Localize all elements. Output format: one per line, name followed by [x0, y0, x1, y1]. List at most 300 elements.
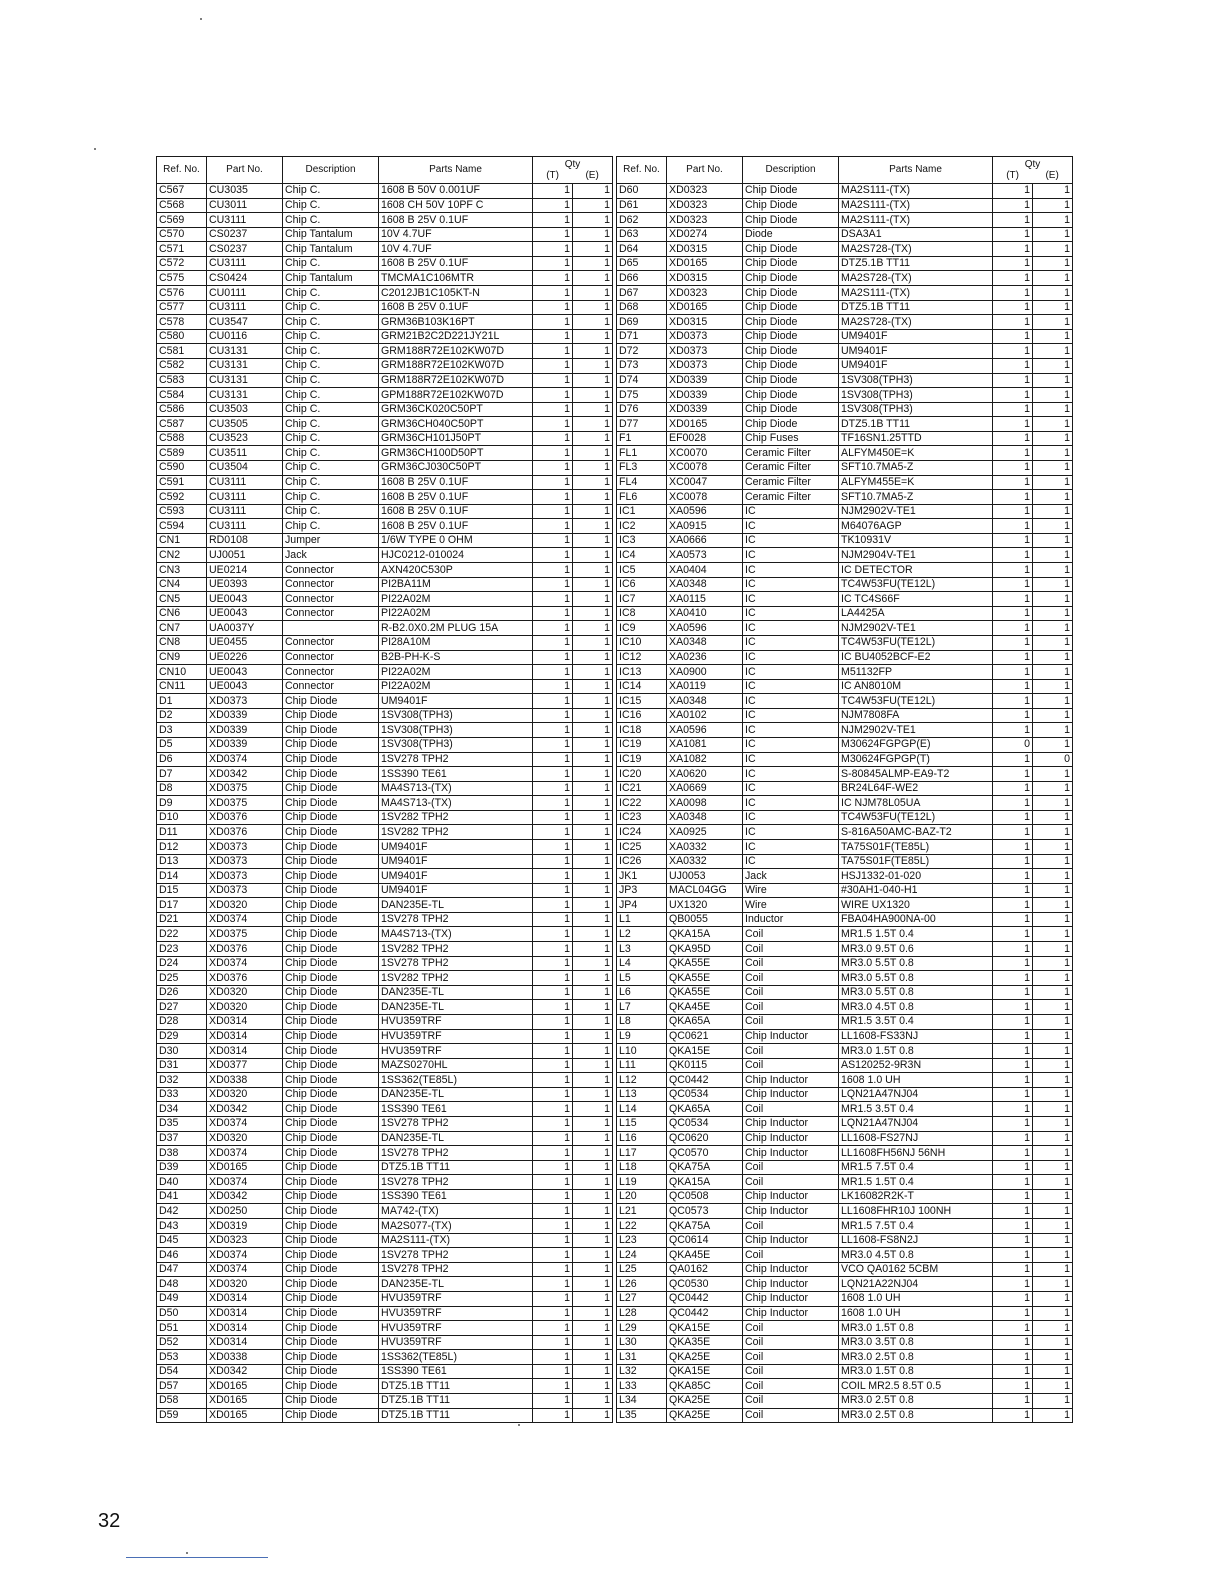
- table-row: [157, 577, 613, 592]
- qty-t-cell: 1: [533, 1175, 573, 1190]
- description-cell: IC: [743, 723, 839, 738]
- description-cell: Chip C.: [283, 475, 379, 490]
- part-no-cell: XA0596: [667, 621, 743, 636]
- ref-no-cell: CN11: [157, 679, 207, 694]
- qty-t-cell: 1: [993, 1306, 1033, 1321]
- table-row: [157, 1379, 613, 1394]
- part-no-cell: CU3111: [207, 475, 283, 490]
- qty-e-cell: 1: [1033, 708, 1073, 723]
- description-cell: Coil: [743, 1364, 839, 1379]
- part-no-cell: QC0570: [667, 1146, 743, 1161]
- ref-no-cell: CN6: [157, 606, 207, 621]
- qty-e-cell: 1: [1033, 388, 1073, 403]
- qty-e-cell: 1: [573, 1248, 613, 1263]
- qty-e-cell: 1: [573, 1102, 613, 1117]
- part-no-cell: XD0165: [207, 1379, 283, 1394]
- part-no-cell: QKA65A: [667, 1014, 743, 1029]
- ref-no-cell: IC7: [617, 592, 667, 607]
- description-cell: Chip Inductor: [743, 1291, 839, 1306]
- description-cell: Connector: [283, 665, 379, 680]
- description-cell: Chip C.: [283, 198, 379, 213]
- ref-no-cell: D57: [157, 1379, 207, 1394]
- description-cell: Chip Diode: [283, 840, 379, 855]
- qty-t-cell: 1: [533, 533, 573, 548]
- qty-t-cell: 1: [533, 723, 573, 738]
- qty-t-cell: 1: [993, 1029, 1033, 1044]
- description-cell: Chip Diode: [283, 1087, 379, 1102]
- qty-e-cell: 1: [1033, 286, 1073, 301]
- qty-e-cell: 1: [1033, 971, 1073, 986]
- table-row: [157, 840, 613, 855]
- table-row: [617, 635, 1073, 650]
- ref-no-cell: JP4: [617, 898, 667, 913]
- table-row: [157, 315, 613, 330]
- qty-e-cell: 1: [573, 1335, 613, 1350]
- qty-t-cell: 1: [533, 781, 573, 796]
- qty-e-cell: 1: [1033, 912, 1073, 927]
- parts-name-cell: PI22A02M: [379, 679, 533, 694]
- qty-t-cell: 1: [993, 1321, 1033, 1336]
- part-no-cell: XD0250: [207, 1204, 283, 1219]
- table-row: [157, 1393, 613, 1408]
- qty-t-cell: 1: [993, 198, 1033, 213]
- ref-no-cell: D32: [157, 1073, 207, 1088]
- description-header: Description: [743, 157, 839, 184]
- part-no-cell: XA0102: [667, 708, 743, 723]
- table-row: [157, 1277, 613, 1292]
- parts-name-cell: SFT10.7MA5-Z: [839, 460, 993, 475]
- description-cell: Chip Diode: [743, 300, 839, 315]
- parts-name-cell: 1SS362(TE85L): [379, 1073, 533, 1088]
- scan-speck: [94, 148, 96, 150]
- qty-t-cell: 1: [533, 1306, 573, 1321]
- parts-name-cell: DAN235E-TL: [379, 898, 533, 913]
- qty-t-cell: 1: [533, 708, 573, 723]
- parts-name-cell: MR3.0 1.5T 0.8: [839, 1321, 993, 1336]
- parts-name-cell: IC BU4052BCF-E2: [839, 650, 993, 665]
- table-row: [157, 1000, 613, 1015]
- qty-t-cell: 1: [993, 184, 1033, 199]
- table-row: [157, 1291, 613, 1306]
- ref-no-cell: CN4: [157, 577, 207, 592]
- description-header: Description: [283, 157, 379, 184]
- qty-t-cell: 1: [533, 665, 573, 680]
- ref-no-cell: L15: [617, 1117, 667, 1132]
- description-cell: Chip Inductor: [743, 1131, 839, 1146]
- ref-no-cell: D53: [157, 1350, 207, 1365]
- part-no-cell: XD0373: [207, 854, 283, 869]
- parts-name-cell: COIL MR2.5 8.5T 0.5: [839, 1379, 993, 1394]
- parts-name-cell: WIRE UX1320: [839, 898, 993, 913]
- ref-no-cell: D46: [157, 1248, 207, 1263]
- qty-e-cell: 1: [1033, 213, 1073, 228]
- qty-t-cell: 1: [993, 1364, 1033, 1379]
- parts-name-cell: UM9401F: [379, 854, 533, 869]
- description-cell: Coil: [743, 956, 839, 971]
- table-row: [157, 1233, 613, 1248]
- parts-name-cell: DTZ5.1B TT11: [839, 417, 993, 432]
- footer-rule: [126, 1557, 268, 1558]
- ref-no-cell: D9: [157, 796, 207, 811]
- ref-no-cell: D37: [157, 1131, 207, 1146]
- ref-no-cell: L8: [617, 1014, 667, 1029]
- parts-name-cell: LQN21A47NJ04: [839, 1117, 993, 1132]
- qty-t-cell: 1: [993, 213, 1033, 228]
- qty-t-cell: 1: [993, 985, 1033, 1000]
- qty-t-cell: 1: [993, 606, 1033, 621]
- description-cell: IC: [743, 694, 839, 709]
- parts-name-cell: 1SV278 TPH2: [379, 1117, 533, 1132]
- table-row: [157, 1204, 613, 1219]
- table-row: [617, 227, 1073, 242]
- part-no-cell: XD0377: [207, 1058, 283, 1073]
- part-no-cell: RD0108: [207, 533, 283, 548]
- qty-e-cell: 1: [1033, 825, 1073, 840]
- table-row: [157, 665, 613, 680]
- qty-t-cell: 1: [993, 1335, 1033, 1350]
- left-parts-table-wrapper: [156, 156, 613, 1423]
- qty-e-cell: 1: [1033, 242, 1073, 257]
- qty-e-cell: 1: [573, 358, 613, 373]
- table-row: [617, 1160, 1073, 1175]
- qty-t-cell: 1: [993, 271, 1033, 286]
- table-row: [157, 635, 613, 650]
- part-no-cell: XD0374: [207, 1117, 283, 1132]
- table-row: [157, 621, 613, 636]
- table-row: [157, 1248, 613, 1263]
- description-cell: Chip C.: [283, 256, 379, 271]
- parts-name-cell: M30624FGPGP(T): [839, 752, 993, 767]
- ref-no-cell: D8: [157, 781, 207, 796]
- description-cell: Coil: [743, 1044, 839, 1059]
- ref-no-cell: L21: [617, 1204, 667, 1219]
- qty-t-cell: 1: [533, 315, 573, 330]
- ref-no-cell: L3: [617, 942, 667, 957]
- qty-t-cell: 1: [533, 694, 573, 709]
- ref-no-cell: CN5: [157, 592, 207, 607]
- description-cell: Chip Inductor: [743, 1146, 839, 1161]
- table-row: [617, 344, 1073, 359]
- qty-t-cell: 1: [993, 358, 1033, 373]
- qty-e-cell: 1: [1033, 1102, 1073, 1117]
- parts-name-cell: UM9401F: [379, 840, 533, 855]
- part-no-cell: XD0165: [207, 1160, 283, 1175]
- description-cell: [283, 621, 379, 636]
- header-row: [157, 157, 613, 184]
- table-row: [617, 737, 1073, 752]
- part-no-cell: XD0374: [207, 1248, 283, 1263]
- table-row: [157, 475, 613, 490]
- table-row: [157, 781, 613, 796]
- parts-name-cell: MA2S728-(TX): [839, 242, 993, 257]
- ref-no-cell: D61: [617, 198, 667, 213]
- ref-no-cell: IC16: [617, 708, 667, 723]
- parts-name-cell: IC DETECTOR: [839, 563, 993, 578]
- parts-name-cell: LL1608FH56NJ 56NH: [839, 1146, 993, 1161]
- part-no-cell: UE0043: [207, 592, 283, 607]
- description-cell: Ceramic Filter: [743, 490, 839, 505]
- table-row: [617, 519, 1073, 534]
- part-no-cell: XD0323: [667, 213, 743, 228]
- parts-name-cell: NJM2902V-TE1: [839, 723, 993, 738]
- ref-no-cell: D17: [157, 898, 207, 913]
- parts-name-cell: PI2BA11M: [379, 577, 533, 592]
- part-no-cell: QKA95D: [667, 942, 743, 957]
- qty-e-cell: 1: [573, 315, 613, 330]
- ref-no-cell: FL6: [617, 490, 667, 505]
- ref-no-cell: C584: [157, 388, 207, 403]
- qty-e-cell: 1: [573, 796, 613, 811]
- ref-no-cell: D1: [157, 694, 207, 709]
- part-no-cell: UE0226: [207, 650, 283, 665]
- description-cell: Chip Diode: [283, 1350, 379, 1365]
- ref-no-cell: F1: [617, 431, 667, 446]
- table-row: [617, 213, 1073, 228]
- part-no-cell: XA1082: [667, 752, 743, 767]
- qty-t-cell: 1: [993, 1350, 1033, 1365]
- header-row: [617, 157, 1073, 184]
- part-no-cell: XD0165: [207, 1408, 283, 1423]
- part-no-cell: QC0621: [667, 1029, 743, 1044]
- table-row: [157, 533, 613, 548]
- part-no-cell: CU3111: [207, 300, 283, 315]
- qty-t-cell: 1: [533, 1058, 573, 1073]
- ref-no-cell: IC8: [617, 606, 667, 621]
- part-no-cell: UE0043: [207, 606, 283, 621]
- parts-name-cell: 1SV282 TPH2: [379, 825, 533, 840]
- description-cell: IC: [743, 621, 839, 636]
- parts-name-cell: MA2S111-(TX): [839, 184, 993, 199]
- table-row: [157, 1102, 613, 1117]
- description-cell: Chip Diode: [743, 329, 839, 344]
- qty-e-cell: 1: [573, 971, 613, 986]
- part-no-cell: UX1320: [667, 898, 743, 913]
- part-no-cell: CU3131: [207, 373, 283, 388]
- parts-name-cell: LQN21A47NJ04: [839, 1087, 993, 1102]
- table-row: [157, 767, 613, 782]
- description-cell: Chip C.: [283, 286, 379, 301]
- qty-e-cell: 1: [573, 242, 613, 257]
- table-row: [617, 1087, 1073, 1102]
- table-row: [617, 956, 1073, 971]
- part-no-cell: XC0078: [667, 490, 743, 505]
- ref-no-cell: JP3: [617, 883, 667, 898]
- parts-name-cell: 1608 B 50V 0.001UF: [379, 184, 533, 199]
- description-cell: Diode: [743, 227, 839, 242]
- qty-t-cell: 1: [533, 883, 573, 898]
- ref-no-cell: C587: [157, 417, 207, 432]
- part-no-cell: XD0319: [207, 1219, 283, 1234]
- table-row: [157, 213, 613, 228]
- qty-e-cell: 1: [1033, 694, 1073, 709]
- parts-name-cell: PI22A02M: [379, 665, 533, 680]
- part-no-cell: QKA45E: [667, 1248, 743, 1263]
- qty-t-cell: 1: [533, 985, 573, 1000]
- table-row: [617, 796, 1073, 811]
- table-row: [157, 1321, 613, 1336]
- qty-t-cell: 1: [993, 869, 1033, 884]
- table-row: [617, 767, 1073, 782]
- table-row: [617, 1058, 1073, 1073]
- qty-e-cell: 1: [573, 1364, 613, 1379]
- parts-name-cell: MA2S728-(TX): [839, 315, 993, 330]
- description-cell: Chip Fuses: [743, 431, 839, 446]
- part-no-cell: CU3547: [207, 315, 283, 330]
- description-cell: Chip Diode: [283, 1175, 379, 1190]
- table-row: [617, 1306, 1073, 1321]
- parts-name-cell: GRM21B2C2D221JY21L: [379, 329, 533, 344]
- qty-t-cell: 1: [993, 1087, 1033, 1102]
- parts-name-cell: 1SS390 TE61: [379, 1189, 533, 1204]
- table-row: [617, 1175, 1073, 1190]
- parts-name-cell: MA4S713-(TX): [379, 927, 533, 942]
- part-no-cell: XD0338: [207, 1350, 283, 1365]
- table-row: [157, 300, 613, 315]
- qty-t-cell: 1: [533, 1044, 573, 1059]
- table-row: [157, 1175, 613, 1190]
- qty-e-label: (E): [1045, 170, 1059, 181]
- qty-t-cell: 1: [993, 1248, 1033, 1263]
- description-cell: Chip Diode: [283, 1248, 379, 1263]
- parts-name-cell: NJM2904V-TE1: [839, 548, 993, 563]
- parts-name-cell: 1SV278 TPH2: [379, 1146, 533, 1161]
- description-cell: Chip Diode: [743, 286, 839, 301]
- description-cell: Chip C.: [283, 388, 379, 403]
- description-cell: Chip Diode: [283, 1146, 379, 1161]
- qty-e-cell: 1: [573, 825, 613, 840]
- parts-name-cell: MR3.0 5.5T 0.8: [839, 971, 993, 986]
- ref-no-cell: D3: [157, 723, 207, 738]
- description-cell: IC: [743, 825, 839, 840]
- description-cell: Wire: [743, 898, 839, 913]
- table-row: [617, 300, 1073, 315]
- parts-name-cell: LL1608-FS33NJ: [839, 1029, 993, 1044]
- part-no-cell: QC0573: [667, 1204, 743, 1219]
- description-cell: Chip Diode: [283, 971, 379, 986]
- description-cell: IC: [743, 592, 839, 607]
- qty-e-cell: 1: [573, 767, 613, 782]
- qty-t-cell: 1: [533, 606, 573, 621]
- parts-name-cell: HJC0212-010024: [379, 548, 533, 563]
- part-no-cell: XD0323: [667, 184, 743, 199]
- parts-name-cell: 1608 B 25V 0.1UF: [379, 504, 533, 519]
- qty-e-cell: 1: [573, 417, 613, 432]
- table-row: [157, 460, 613, 475]
- parts-name-cell: 1608 1.0 UH: [839, 1291, 993, 1306]
- ref-no-cell: IC13: [617, 665, 667, 680]
- qty-e-cell: 1: [1033, 781, 1073, 796]
- table-row: [617, 606, 1073, 621]
- description-cell: Connector: [283, 592, 379, 607]
- table-row: [617, 417, 1073, 432]
- table-row: [157, 504, 613, 519]
- parts-name-cell: MR3.0 2.5T 0.8: [839, 1408, 993, 1423]
- ref-no-cell: L30: [617, 1335, 667, 1350]
- parts-name-cell: MA4S713-(TX): [379, 781, 533, 796]
- table-row: [617, 854, 1073, 869]
- part-no-cell: CU3131: [207, 388, 283, 403]
- description-cell: IC: [743, 781, 839, 796]
- parts-name-cell: MR3.0 3.5T 0.8: [839, 1335, 993, 1350]
- qty-t-cell: 1: [533, 840, 573, 855]
- parts-name-cell: 1608 B 25V 0.1UF: [379, 475, 533, 490]
- description-cell: IC: [743, 548, 839, 563]
- description-cell: IC: [743, 752, 839, 767]
- qty-e-cell: 1: [573, 1393, 613, 1408]
- table-row: [617, 650, 1073, 665]
- description-cell: Coil: [743, 1102, 839, 1117]
- qty-t-cell: 1: [533, 358, 573, 373]
- part-no-cell: XD0342: [207, 1364, 283, 1379]
- parts-name-cell: MR1.5 7.5T 0.4: [839, 1160, 993, 1175]
- parts-name-cell: TA75S01F(TE85L): [839, 854, 993, 869]
- part-no-cell: UJ0051: [207, 548, 283, 563]
- table-row: [617, 271, 1073, 286]
- qty-t-cell: 1: [533, 1364, 573, 1379]
- table-row: [617, 504, 1073, 519]
- qty-e-cell: 1: [573, 942, 613, 957]
- qty-e-cell: 1: [1033, 737, 1073, 752]
- qty-e-cell: 1: [1033, 402, 1073, 417]
- table-row: [157, 388, 613, 403]
- parts-name-cell: LQN21A22NJ04: [839, 1277, 993, 1292]
- qty-header: [533, 157, 613, 184]
- ref-no-cell: IC15: [617, 694, 667, 709]
- page-number: 32: [98, 1510, 121, 1532]
- part-no-cell: XA0915: [667, 519, 743, 534]
- table-row: [617, 810, 1073, 825]
- ref-no-cell: L11: [617, 1058, 667, 1073]
- parts-name-cell: LL1608-FS8N2J: [839, 1233, 993, 1248]
- qty-t-cell: 1: [533, 490, 573, 505]
- table-row: [157, 227, 613, 242]
- part-no-cell: XA0332: [667, 854, 743, 869]
- table-row: [617, 1044, 1073, 1059]
- qty-t-cell: 1: [993, 533, 1033, 548]
- description-cell: Chip Diode: [743, 242, 839, 257]
- qty-e-cell: 1: [1033, 927, 1073, 942]
- part-no-cell: XC0078: [667, 460, 743, 475]
- ref-no-cell: C593: [157, 504, 207, 519]
- part-no-cell: XA0900: [667, 665, 743, 680]
- qty-e-cell: 1: [1033, 592, 1073, 607]
- part-no-cell: QKA45E: [667, 1000, 743, 1015]
- qty-t-cell: 1: [993, 1014, 1033, 1029]
- qty-t-cell: 1: [993, 912, 1033, 927]
- qty-t-cell: 1: [993, 286, 1033, 301]
- ref-no-cell: D40: [157, 1175, 207, 1190]
- part-no-cell: XD0373: [207, 869, 283, 884]
- ref-no-cell: C589: [157, 446, 207, 461]
- ref-no-cell: L9: [617, 1029, 667, 1044]
- description-cell: Chip Diode: [283, 796, 379, 811]
- ref-no-cell: D30: [157, 1044, 207, 1059]
- parts-name-cell: DTZ5.1B TT11: [839, 256, 993, 271]
- parts-name-cell: ALFYM450E=K: [839, 446, 993, 461]
- qty-t-label: (T): [1006, 170, 1019, 181]
- description-cell: Ceramic Filter: [743, 475, 839, 490]
- qty-t-label: (T): [546, 170, 559, 181]
- table-row: [157, 825, 613, 840]
- qty-t-cell: 1: [993, 723, 1033, 738]
- qty-t-cell: 1: [993, 490, 1033, 505]
- description-cell: Ceramic Filter: [743, 460, 839, 475]
- part-no-cell: XD0314: [207, 1321, 283, 1336]
- qty-t-cell: 1: [993, 402, 1033, 417]
- part-no-cell: XD0376: [207, 971, 283, 986]
- qty-e-label: (E): [585, 170, 599, 181]
- part-no-cell: UE0043: [207, 665, 283, 680]
